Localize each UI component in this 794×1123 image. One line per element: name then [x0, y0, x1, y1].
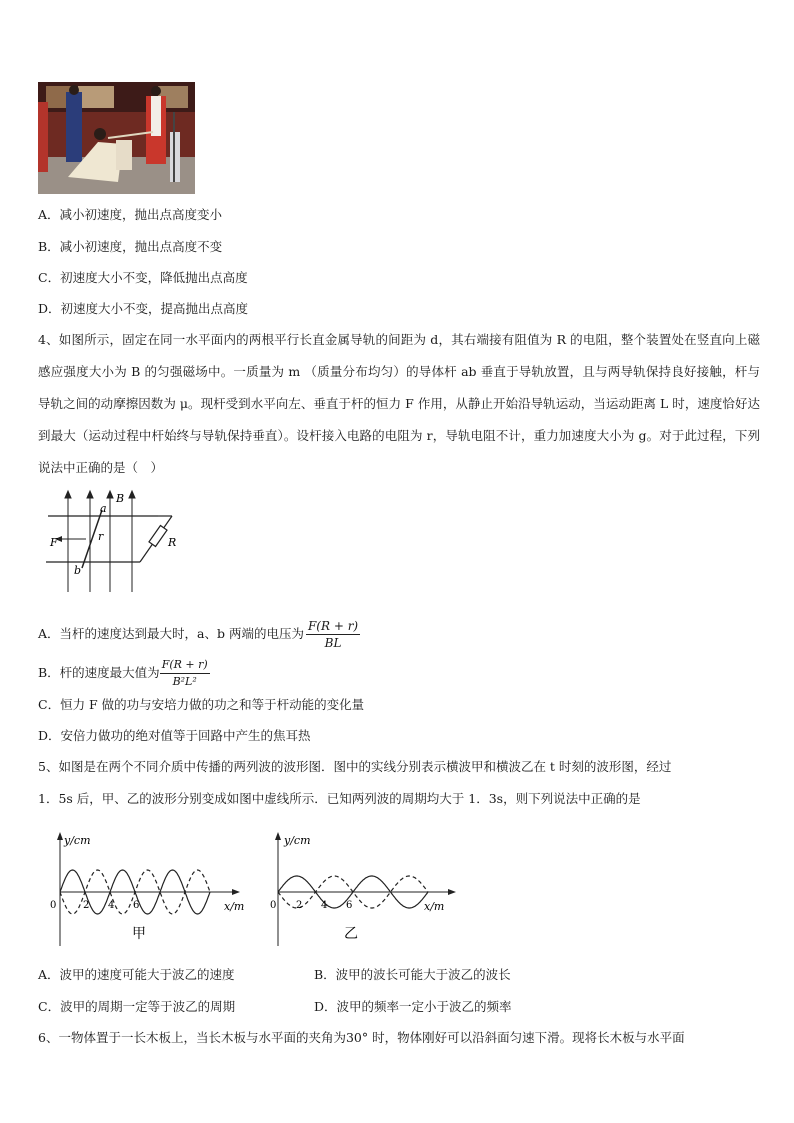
q6-stem: 6、一物体置于一长木板上，当长木板与水平面的夹角为30° 时，物体刚好可以沿斜面匀速下滑。现将长木板与水平面	[38, 1030, 685, 1045]
yi-ylabel: y/cm	[284, 834, 311, 847]
q5-stem-line2: 1．5s 后，甲、乙的波形分别变成如图中虚线所示．已知两列波的周期均大于 1．3s，则下列说法中正确的是	[38, 791, 641, 806]
q4-option-a: A．当杆的速度达到最大时，a、b 两端的电压为 $\frac{F(R + r)}{BL}$	[38, 619, 359, 650]
q5-option-d: D．波甲的频率一定小于波乙的频率	[314, 999, 512, 1014]
yi-tick-2: 2	[296, 900, 303, 911]
q4-option-b: B．杆的速度最大值为 $\frac{F(R + r)}{\text{B²L²}}$	[38, 658, 208, 688]
label-F: F	[50, 536, 58, 549]
label-b: b	[74, 564, 82, 577]
jia-tick-2: 2	[83, 900, 90, 911]
jia-origin: 0	[50, 900, 57, 911]
q5-option-a: A．波甲的速度可能大于波乙的速度	[38, 967, 235, 982]
q5-stem-line1: 5、如图是在两个不同介质中传播的两列波的波形图．图中的实线分别表示横波甲和横波乙在 t 时刻的波形图，经过	[38, 759, 672, 774]
q4-option-d: D．安倍力做功的绝对值等于回路中产生的焦耳热	[38, 728, 311, 743]
yi-tick-6: 6	[346, 900, 353, 911]
yi-tick-4: 4	[321, 900, 328, 911]
archery-photo	[38, 82, 195, 194]
label-R: R	[168, 536, 177, 549]
q5-option-c: C．波甲的周期一定等于波乙的周期	[38, 999, 236, 1014]
q3-option-a: A．减小初速度，抛出点高度变小	[38, 207, 223, 222]
q4-rail-diagram	[40, 488, 190, 598]
q4-stem: 4、如图所示，固定在同一水平面内的两根平行长直金属导轨的间距为 d，其右端接有阻值为 R 的电阻，整个装置处在竖直向上磁感应强度大小为 B 的匀强磁场中。一质量为 m （质量分布均匀）的导体杆 ab 垂直于导轨放置，且与两导轨保持良好接触，杆与导轨之间的动摩擦因数为 μ。现杆受到水平向左、垂直于杆的恒力 F 作用，从静止开始沿导轨运动，当运动距离 L 时，速度恰好达到最大（运动过程中杆始终与导轨保持垂直）。设杆接入电路的电阻为 r，导轨电阻不计，重力加速度大小为 g。对于此过程，下列说法中正确的是（ ）	[38, 332, 760, 475]
q3-option-d: D．初速度大小不变，提高抛出点高度	[38, 301, 249, 316]
yi-caption: 乙	[344, 926, 358, 942]
wave-graph-yi	[268, 828, 458, 950]
jia-tick-6: 6	[133, 900, 140, 911]
jia-caption: 甲	[132, 926, 146, 942]
q3-option-b: B．减小初速度，抛出点高度不变	[38, 239, 223, 254]
yi-xlabel: x/m	[424, 900, 445, 913]
yi-origin: 0	[270, 900, 277, 911]
wave-graph-jia	[44, 828, 254, 950]
q5-option-b: B．波甲的波长可能大于波乙的波长	[314, 967, 511, 982]
label-a: a	[100, 502, 107, 515]
jia-xlabel: x/m	[224, 900, 245, 913]
jia-tick-4: 4	[108, 900, 115, 911]
q3-option-c: C．初速度大小不变，降低抛出点高度	[38, 270, 248, 285]
q4-option-c: C．恒力 F 做的功与安培力做的功之和等于杆动能的变化量	[38, 697, 365, 712]
label-r: r	[98, 530, 104, 543]
label-B: B	[116, 492, 125, 505]
jia-ylabel: y/cm	[64, 834, 91, 847]
